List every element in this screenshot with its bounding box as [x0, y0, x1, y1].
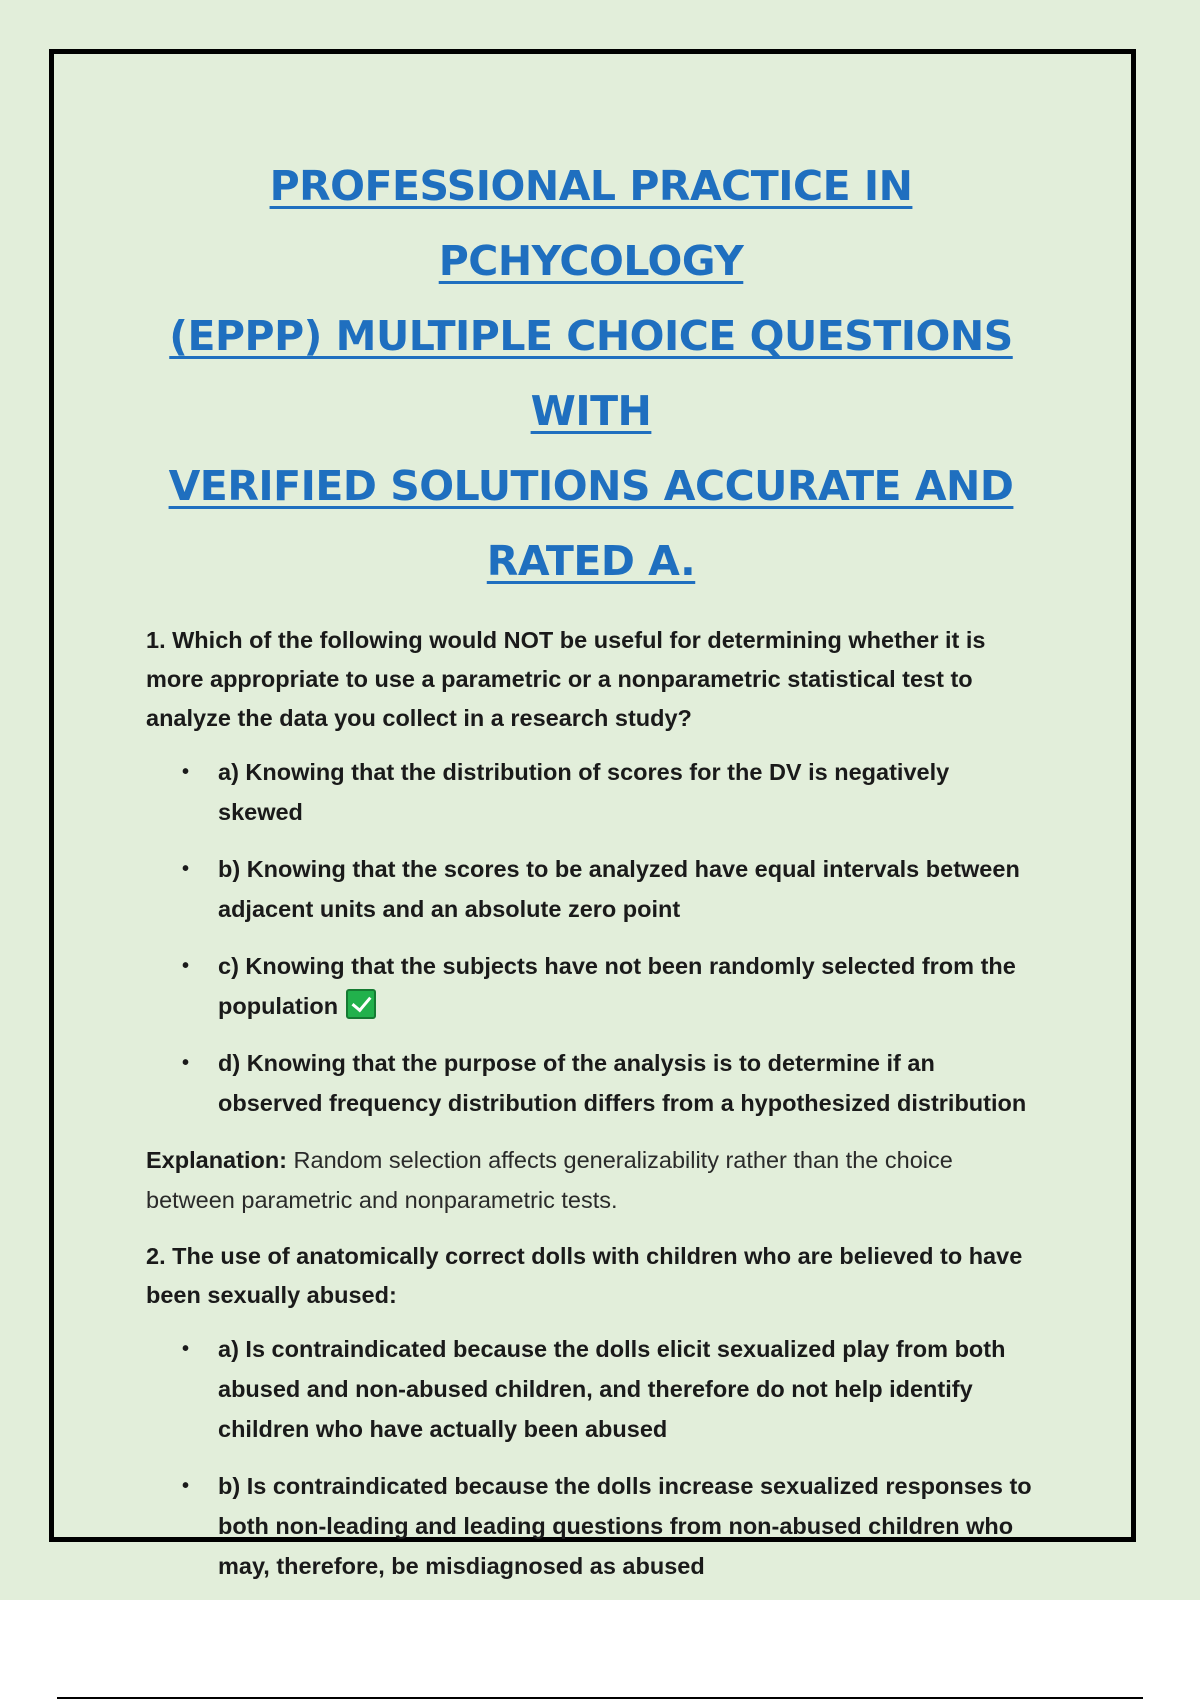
question-1-text: 1. Which of the following would NOT be useful for determining whether it is more appropriate to use a parametric or a nonparametric statistical test to analyze the data you collect in a research study? [146, 627, 986, 731]
option-label: d) Knowing that the purpose of the analysis is to determine if an observed frequency distribution differs from a hypothesized distribution [218, 1050, 1027, 1116]
question-2-option-a [146, 1329, 1036, 1449]
bullet-icon: • [182, 761, 190, 783]
option-label: b) Knowing that the scores to be analyzed have equal intervals between adjacent units and an absolute zero point [218, 856, 1020, 922]
bullet-icon: • [182, 1475, 190, 1497]
question-1-explanation [146, 1140, 1036, 1220]
question-1-option-d [146, 1043, 1036, 1123]
title-line-3: VERIFIED SOLUTIONS ACCURATE AND [168, 462, 1014, 510]
option-label: c) Knowing that the subjects have not been randomly selected from the population [218, 953, 1016, 1019]
question-2-options [146, 1329, 1036, 1586]
title-line-1: PROFESSIONAL PRACTICE IN PCHYCOLOGY [269, 162, 913, 285]
title-line-2: (EPPP) MULTIPLE CHOICE QUESTIONS WITH [169, 312, 1013, 435]
document-frame [49, 49, 1136, 1579]
question-1-option-b [146, 849, 1036, 929]
bullet-icon: • [182, 1338, 190, 1360]
question-2-text: 2. The use of anatomically correct dolls with children who are believed to have been sexually abused: [146, 1243, 1023, 1308]
question-1-options [146, 752, 1036, 1123]
option-label: a) Knowing that the distribution of scores for the DV is negatively skewed [218, 759, 950, 825]
question-2-option-b [146, 1466, 1036, 1586]
question-1-option-c [146, 946, 1036, 1026]
bullet-icon: • [182, 955, 190, 977]
document-title [146, 149, 1036, 599]
green-check-icon [346, 989, 376, 1019]
title-line-4: RATED A. [486, 537, 696, 585]
page-divider [57, 1697, 1143, 1699]
option-label: b) Is contraindicated because the dolls increase sexualized responses to both non-leading and leading questions from non-abused children who may, therefore, be misdiagnosed as abused [218, 1473, 1032, 1579]
explanation-text: Random selection affects generalizability rather than the choice between parametric and nonparametric tests. [146, 1147, 953, 1213]
option-label: a) Is contraindicated because the dolls elicit sexualized play from both abused and non-abused children, and therefore do not help identify children who have actually been abused [218, 1336, 1006, 1442]
bullet-icon: • [182, 858, 190, 880]
question-1-option-a [146, 752, 1036, 832]
bullet-icon: • [182, 1052, 190, 1074]
explanation-label: Explanation: [146, 1147, 288, 1173]
